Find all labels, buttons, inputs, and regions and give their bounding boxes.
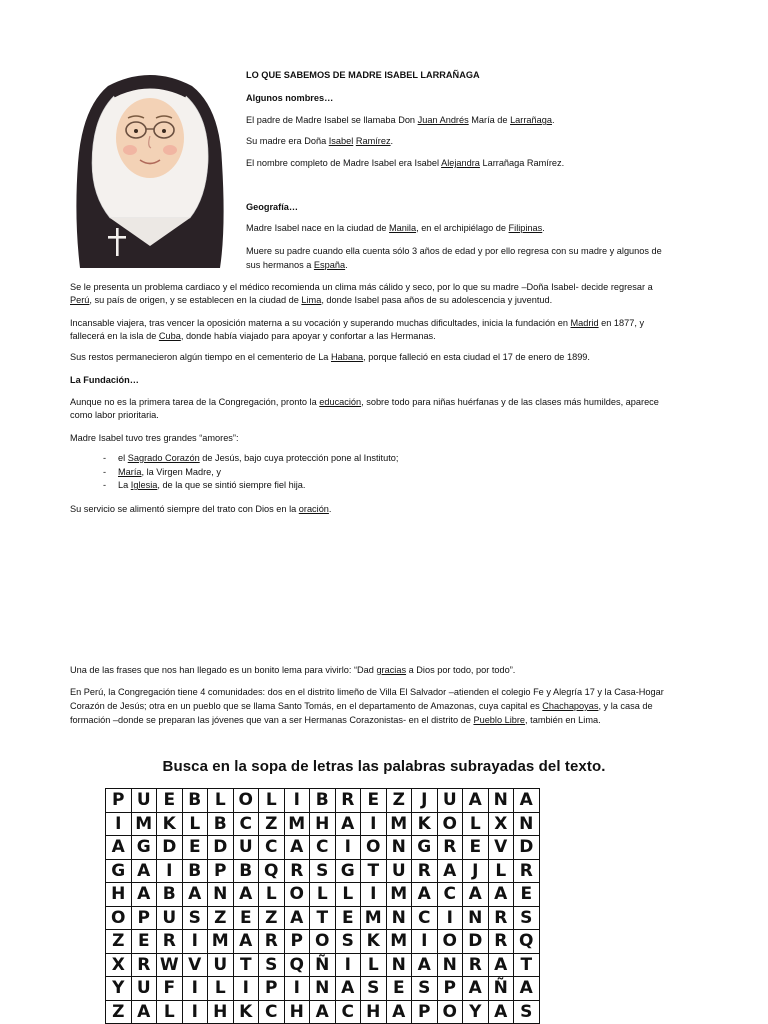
grid-cell[interactable]: D [208,836,234,860]
grid-cell[interactable]: C [259,1000,285,1024]
grid-cell[interactable]: F [157,977,183,1001]
grid-cell[interactable]: T [310,906,336,930]
grid-cell[interactable]: K [361,930,387,954]
underlined-word: educación [319,397,362,407]
para-peru-1: En Perú, la Congregación tiene 4 comunidades: dos en el distrito limeño de Villa El Salvador –atienden el colegio Fe y Alegría 17 y la Casa-Hogar [70,687,664,697]
grid-cell[interactable]: Ñ [310,953,336,977]
grid-cell[interactable]: B [310,789,336,813]
line-muere-2: sus hermanos a España. [246,260,348,270]
underlined-word: Cuba [158,331,181,341]
grid-cell[interactable]: U [386,859,412,883]
grid-cell[interactable]: R [131,953,157,977]
grid-cell[interactable]: R [335,789,361,813]
grid-cell[interactable]: X [106,953,132,977]
grid-cell[interactable]: J [463,859,489,883]
underlined-word: Larrañaga [510,115,552,125]
grid-cell[interactable]: O [437,1000,463,1024]
grid-cell[interactable]: I [284,789,310,813]
grid-cell[interactable]: M [208,930,234,954]
line-padre: El padre de Madre Isabel se llamaba Don Juan Andrés María de Larrañaga. [246,115,555,125]
grid-cell[interactable]: A [437,859,463,883]
underlined-word: oración [298,504,329,514]
grid-cell[interactable]: L [310,883,336,907]
grid-cell[interactable]: E [361,789,387,813]
grid-cell[interactable]: Y [106,977,132,1001]
grid-cell[interactable]: E [182,836,208,860]
grid-cell[interactable]: L [361,953,387,977]
grid-cell[interactable]: A [488,953,514,977]
underlined-word: España [313,260,346,270]
grid-cell[interactable]: L [259,789,285,813]
grid-cell[interactable]: L [488,859,514,883]
grid-cell[interactable]: S [335,930,361,954]
grid-cell[interactable]: Z [208,906,234,930]
grid-cell[interactable]: O [361,836,387,860]
grid-cell[interactable]: S [259,953,285,977]
grid-cell[interactable]: A [488,1000,514,1024]
grid-cell[interactable]: E [233,906,259,930]
grid-cell[interactable]: H [310,812,336,836]
grid-cell[interactable]: O [310,930,336,954]
grid-cell[interactable]: A [335,977,361,1001]
grid-cell[interactable]: N [386,906,412,930]
grid-cell[interactable]: S [412,977,438,1001]
grid-cell[interactable]: I [412,930,438,954]
grid-cell[interactable]: U [208,953,234,977]
grid-cell[interactable]: E [386,977,412,1001]
grid-cell[interactable]: A [463,789,489,813]
grid-cell[interactable]: L [463,812,489,836]
grid-cell[interactable]: P [259,977,285,1001]
word-search-grid [105,788,540,1024]
grid-cell[interactable]: P [284,930,310,954]
grid-cell[interactable]: U [131,977,157,1001]
grid-cell[interactable]: X [488,812,514,836]
grid-cell[interactable]: K [233,1000,259,1024]
grid-cell[interactable]: H [284,1000,310,1024]
underlined-word: Ramírez [355,136,391,146]
grid-cell[interactable]: M [386,883,412,907]
grid-cell[interactable]: Q [284,953,310,977]
grid-cell[interactable]: Z [106,1000,132,1024]
grid-cell[interactable]: I [361,812,387,836]
grid-cell[interactable]: V [488,836,514,860]
underlined-word: Alejandra [441,158,480,168]
grid-cell[interactable]: I [284,977,310,1001]
grid-cell[interactable]: A [488,883,514,907]
grid-cell[interactable]: H [361,1000,387,1024]
grid-cell[interactable]: I [182,977,208,1001]
grid-cell[interactable]: R [488,906,514,930]
grid-cell[interactable]: A [106,836,132,860]
grid-cell[interactable]: R [412,859,438,883]
grid-cell[interactable]: I [106,812,132,836]
grid-row [106,1000,540,1024]
line-madre: Su madre era Doña Isabel Ramírez. [246,136,394,146]
grid-cell[interactable]: T [233,953,259,977]
grid-cell[interactable]: M [131,812,157,836]
grid-cell[interactable]: Q [514,930,540,954]
grid-cell[interactable]: O [437,930,463,954]
grid-cell[interactable]: I [182,930,208,954]
page-heading: LO QUE SABEMOS DE MADRE ISABEL LARRAÑAGA [246,70,480,80]
para-cardiaco-1: Se le presenta un problema cardiaco y el médico recomienda un clima más cálido y seco, por lo que su madre –Doña Isabel- decide regresar a [70,282,653,292]
grid-cell[interactable]: U [437,789,463,813]
grid-cell[interactable]: N [437,953,463,977]
underlined-word: Filipinas [508,223,543,233]
grid-cell[interactable]: R [157,930,183,954]
grid-cell[interactable]: C [310,836,336,860]
grid-row [106,859,540,883]
grid-cell[interactable]: A [131,883,157,907]
amores-list [103,452,398,493]
line-nombre: El nombre completo de Madre Isabel era Isabel Alejandra Larrañaga Ramírez. [246,158,565,168]
grid-cell[interactable]: L [182,812,208,836]
grid-cell[interactable]: N [488,789,514,813]
grid-cell[interactable]: Ñ [488,977,514,1001]
grid-cell[interactable]: S [361,977,387,1001]
grid-cell[interactable]: M [386,812,412,836]
grid-cell[interactable]: W [157,953,183,977]
grid-cell[interactable]: A [131,1000,157,1024]
madre-isabel-illustration [70,68,230,273]
grid-cell[interactable]: U [233,836,259,860]
grid-cell[interactable]: L [259,883,285,907]
grid-cell[interactable]: A [284,906,310,930]
grid-cell[interactable]: B [208,812,234,836]
grid-cell[interactable]: A [233,930,259,954]
line-muere-1: Muere su padre cuando ella cuenta sólo 3 años de edad y por ello regresa con su madre y algunos de [246,246,662,256]
grid-cell[interactable]: N [386,836,412,860]
grid-cell[interactable]: T [361,859,387,883]
underlined-word: María [118,466,142,477]
grid-cell[interactable]: O [437,812,463,836]
grid-cell[interactable]: N [310,977,336,1001]
grid-row [106,789,540,813]
grid-cell[interactable]: R [284,859,310,883]
grid-row [106,953,540,977]
grid-cell[interactable]: N [463,906,489,930]
para-tarea-2: como labor prioritaria. [70,410,159,420]
grid-cell[interactable]: A [463,883,489,907]
grid-cell[interactable]: C [259,836,285,860]
para-servicio: Su servicio se alimentó siempre del trato con Dios en la oración. [70,504,332,514]
grid-cell[interactable]: A [514,977,540,1001]
grid-cell[interactable]: B [233,859,259,883]
grid-cell[interactable]: E [335,906,361,930]
grid-cell[interactable]: A [310,1000,336,1024]
grid-cell[interactable]: U [131,789,157,813]
list-item: - La Iglesia, de la que se sintió siempre fiel hija. [103,480,306,490]
grid-cell[interactable]: K [157,812,183,836]
list-item: - el Sagrado Corazón de Jesús, bajo cuya protección pone al Instituto; [103,453,399,463]
grid-cell[interactable]: P [437,977,463,1001]
grid-cell[interactable]: D [157,836,183,860]
puzzle-title: Busca en la sopa de letras las palabras subrayadas del texto. [162,758,606,775]
grid-cell[interactable]: A [131,859,157,883]
underlined-word: Perú [70,295,90,305]
line-nace: Madre Isabel nace en la ciudad de Manila, en el archipiélago de Filipinas. [246,223,545,233]
para-peru-3: formación –donde se preparan las jóvenes que van a ser Hermanas Corazonistas- en el distrito de Pueblo Libre, también en Lima. [70,715,601,725]
underlined-word: Iglesia [130,480,158,490]
grid-cell[interactable]: M [386,930,412,954]
grid-cell[interactable]: I [233,977,259,1001]
grid-cell[interactable]: E [157,789,183,813]
para-frases: Una de las frases que nos han llegado es un bonito lema para vivirlo: “Dad gracias a Dios por todo, por todo”. [70,665,516,675]
grid-cell[interactable]: H [106,883,132,907]
underlined-word: Isabel [328,136,354,146]
grid-row [106,812,540,836]
grid-cell[interactable]: S [514,1000,540,1024]
para-viajera-1: Incansable viajera, tras vencer la oposición materna a su vocación y superando muchas dificultades, inicia la fundación en Madrid en 1877, y [70,318,645,328]
underlined-word: Chachapoyas [542,701,599,711]
grid-cell[interactable]: O [233,789,259,813]
grid-cell[interactable]: P [412,1000,438,1024]
grid-cell[interactable]: L [208,977,234,1001]
grid-cell[interactable]: S [514,906,540,930]
grid-row [106,883,540,907]
para-restos: Sus restos permanecieron algún tiempo en el cementerio de La Habana, porque falleció en esta ciudad el 17 de enero de 1899. [70,352,590,362]
grid-cell[interactable]: U [157,906,183,930]
grid-cell[interactable]: N [514,812,540,836]
underlined-word: Habana [330,352,364,362]
grid-cell[interactable]: J [412,789,438,813]
grid-cell[interactable]: M [284,812,310,836]
grid-cell[interactable]: R [259,930,285,954]
para-cardiaco-2: Perú, su país de origen, y se establecen en la ciudad de Lima, donde Isabel pasa años de su adolescencia y juventud. [70,295,553,305]
underlined-word: Madrid [570,318,599,328]
grid-cell[interactable]: E [514,883,540,907]
grid-cell[interactable]: G [412,836,438,860]
grid-cell[interactable]: C [412,906,438,930]
grid-cell[interactable]: D [463,930,489,954]
para-viajera-2: fallecerá en la isla de Cuba, donde había viajado para apoyar y confortar a las Hermanas. [70,331,436,341]
underlined-word: Sagrado Corazón [127,453,200,463]
grid-cell[interactable]: I [335,953,361,977]
grid-cell[interactable]: G [106,859,132,883]
grid-cell[interactable]: V [182,953,208,977]
grid-cell[interactable]: E [131,930,157,954]
grid-cell[interactable]: L [157,1000,183,1024]
grid-cell[interactable]: A [386,1000,412,1024]
grid-cell[interactable]: T [514,953,540,977]
underlined-word: Juan Andrés [417,115,469,125]
underlined-word: Pueblo Libre [473,715,526,725]
grid-cell[interactable]: C [437,883,463,907]
grid-cell[interactable]: I [361,883,387,907]
grid-row [106,836,540,860]
grid-cell[interactable]: A [412,883,438,907]
grid-cell[interactable]: Z [106,930,132,954]
grid-cell[interactable]: A [182,883,208,907]
para-peru-2: Corazón de Jesús; otra en un pueblo que se llama Santo Tomás, en el departamento de Amazonas, cuya capital es Chachapoyas, y la casa de [70,701,653,711]
grid-cell[interactable]: A [233,883,259,907]
grid-cell[interactable]: A [463,977,489,1001]
grid-cell[interactable]: B [157,883,183,907]
para-amores: Madre Isabel tuvo tres grandes “amores”: [70,433,239,443]
grid-cell[interactable]: S [182,906,208,930]
grid-cell[interactable]: A [412,953,438,977]
grid-cell[interactable]: G [335,859,361,883]
grid-cell[interactable]: C [233,812,259,836]
grid-cell[interactable]: M [361,906,387,930]
grid-cell[interactable]: Z [259,812,285,836]
grid-cell[interactable]: R [514,859,540,883]
grid-cell[interactable]: C [335,1000,361,1024]
grid-row [106,977,540,1001]
grid-cell[interactable]: Z [386,789,412,813]
grid-cell[interactable]: N [208,883,234,907]
grid-cell[interactable]: O [284,883,310,907]
section-nombres: Algunos nombres… [246,93,334,103]
grid-cell[interactable]: I [437,906,463,930]
grid-cell[interactable]: I [335,836,361,860]
underlined-word: Lima [301,295,322,305]
grid-cell[interactable]: P [131,906,157,930]
grid-cell[interactable]: R [437,836,463,860]
grid-cell[interactable]: B [182,859,208,883]
underlined-word: gracias [376,665,407,675]
section-fundacion: La Fundación… [70,375,139,385]
grid-cell[interactable]: Q [259,859,285,883]
underlined-word: Manila [389,223,417,233]
grid-cell[interactable]: O [106,906,132,930]
grid-cell[interactable]: A [284,836,310,860]
grid-cell[interactable]: L [208,789,234,813]
grid-cell[interactable]: P [208,859,234,883]
grid-row [106,930,540,954]
grid-cell[interactable]: A [335,812,361,836]
grid-cell[interactable]: L [335,883,361,907]
grid-cell[interactable]: Y [463,1000,489,1024]
grid-cell[interactable]: D [514,836,540,860]
grid-row [106,906,540,930]
grid-cell[interactable]: I [157,859,183,883]
grid-cell[interactable]: G [131,836,157,860]
grid-cell[interactable]: P [106,789,132,813]
para-tarea-1: Aunque no es la primera tarea de la Congregación, pronto la educación, sobre todo para niñas huérfanas y de las clases más humildes, aparece [70,397,659,407]
grid-cell[interactable]: Z [259,906,285,930]
grid-cell[interactable]: I [182,1000,208,1024]
grid-cell[interactable]: H [208,1000,234,1024]
grid-cell[interactable]: S [310,859,336,883]
grid-cell[interactable]: R [463,953,489,977]
grid-cell[interactable]: K [412,812,438,836]
grid-cell[interactable]: A [514,789,540,813]
grid-cell[interactable]: E [463,836,489,860]
grid-cell[interactable]: R [488,930,514,954]
list-item: - María, la Virgen Madre, y [103,466,221,477]
grid-cell[interactable]: N [386,953,412,977]
section-geografia: Geografía… [246,202,299,212]
grid-cell[interactable]: B [182,789,208,813]
